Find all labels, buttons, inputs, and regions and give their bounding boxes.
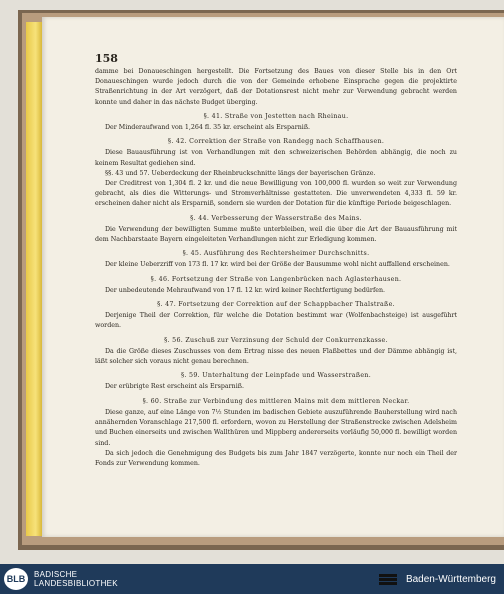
section-heading: §. 59. Unterhaltung der Leinpfade und Wasserstraßen. <box>180 372 372 380</box>
bw-crest-icon <box>375 572 401 586</box>
paragraph: Diese Bauausführung ist von Verhandlungen mit den schweizerischen Behörden abhängig, die noch zu keinem Resultat gediehen sind. <box>95 149 457 167</box>
section-heading: §. 41. Straße von Jestetten nach Rheinau. <box>203 112 349 120</box>
blb-logo-icon[interactable]: BLB <box>4 568 28 590</box>
section-heading: §. 60. Straße zur Verbindung des mittleren Mains mit dem mittleren Neckar. <box>142 397 410 405</box>
paragraph: Da die Größe dieses Zuschusses von dem Ertrag nisse des neuen Flaßbettes und der Dämme abhängig ist, läßt solcher sich voraus nicht genau berechnen. <box>95 347 457 366</box>
paragraph: Der unbedeutende Mehraufwand von 17 fl. 12 kr. wird keiner Rechtfertigung bedürfen. <box>105 286 386 294</box>
paragraph: Derjenige Theil der Correktion, für welche die Dotation bestimmt war (Wolfenbachsteige) ist ausgeführt worden. <box>95 312 457 330</box>
paragraph: §§. 43 und 57. Ueberdeckung der Rheinbruckschnitte längs der bayerischen Gränze. <box>105 169 376 177</box>
section-heading: §. 45. Ausführung des Rechtersheimer Durchschnitts. <box>182 250 370 258</box>
page-number: 158 <box>95 52 118 65</box>
state-name: Baden-Württemberg <box>405 573 496 585</box>
paragraph: Diese ganze, auf eine Länge von 7½ Stunden im badischen Gebiete auszuführende Bauherstellung wird nach annähernden Voranschlage 217,500 fl. erfordern, wovon zu Herstellung der Straßenstrecke zwischen Adelsheim und Buchen einerseits und zwischen Wallthüren und Mippberg andererseits vorläufig 50,000 fl. bewilligt worden sind. <box>95 408 458 447</box>
paragraph: Die Verwendung der bewilligten Summe mußte unterbleiben, weil die über die Art der Bauausführung mit dem Nachbarstaate Bayern eingeleiteten Verhandlungen nicht zur Erledigung kommen. <box>95 225 457 244</box>
page-edge-yellow <box>26 22 42 536</box>
library-name[interactable] <box>34 570 118 588</box>
paragraph: Der erübrigte Rest erscheint als Ersparniß. <box>105 383 244 391</box>
state-logo[interactable] <box>375 572 496 586</box>
paragraph: Da sich jedoch die Genehmigung des Budgets bis zum Jahr 1847 verzögerte, konnte nur noch ein Theil der Fonds zur Verwendung kommen. <box>95 449 457 467</box>
section-heading: §. 42. Correktion der Straße von Randegg nach Schaffhausen. <box>167 138 385 146</box>
page-text <box>95 67 457 469</box>
section-heading: §. 56. Zuschuß zur Verzinsung der Schuld der Conkurrenzkasse. <box>164 336 388 344</box>
paragraph: damme bei Donaueschingen hergestellt. Die Fortsetzung des Baues von dieser Stelle bis in den Ort Donaueschingen wurde jedoch durch die von der Gemeinde erhobene Einsprache gegen die projektirte Straßenrichtung in der Art verzögert, daß der Dotationsrest nicht mehr zur Verwendung gebracht werden konnte und daher in das nächste Budget überging. <box>95 68 457 106</box>
paragraph: Der Creditrest von 1,304 fl. 2 kr. und die neue Bewilligung von 100,000 fl. wurden so weit zur Verwendung gebracht, als dies die Witterungs- und Stromverhältnisse gestatteten. Die unverwendeten 4,333 fl. 59 kr. erscheinen daher nicht als Ersparniß, sondern sie wurden der Dotation für die künftige Periode beigeschlagen. <box>95 180 457 208</box>
paragraph: Der kleine Ueberzriff von 173 fl. 17 kr. wird bei der Größe der Bausumme wohl nicht auffallend erscheinen. <box>105 261 450 269</box>
section-heading: §. 46. Fortsetzung der Straße von Langenbrücken nach Aglasterhausen. <box>150 275 402 283</box>
section-heading: §. 47. Fortsetzung der Correktion auf der Schappbacher Thalstraße. <box>157 301 395 309</box>
paragraph: Der Minderaufwand von 1,264 fl. 35 kr. erscheint als Ersparniß. <box>105 124 311 132</box>
library-name-line2: LANDESBIBLIOTHEK <box>34 579 118 588</box>
section-heading: §. 44. Verbesserung der Wasserstraße des Mains. <box>190 214 362 222</box>
library-name-line1: BADISCHE <box>34 570 78 579</box>
footer-bar <box>0 564 504 594</box>
